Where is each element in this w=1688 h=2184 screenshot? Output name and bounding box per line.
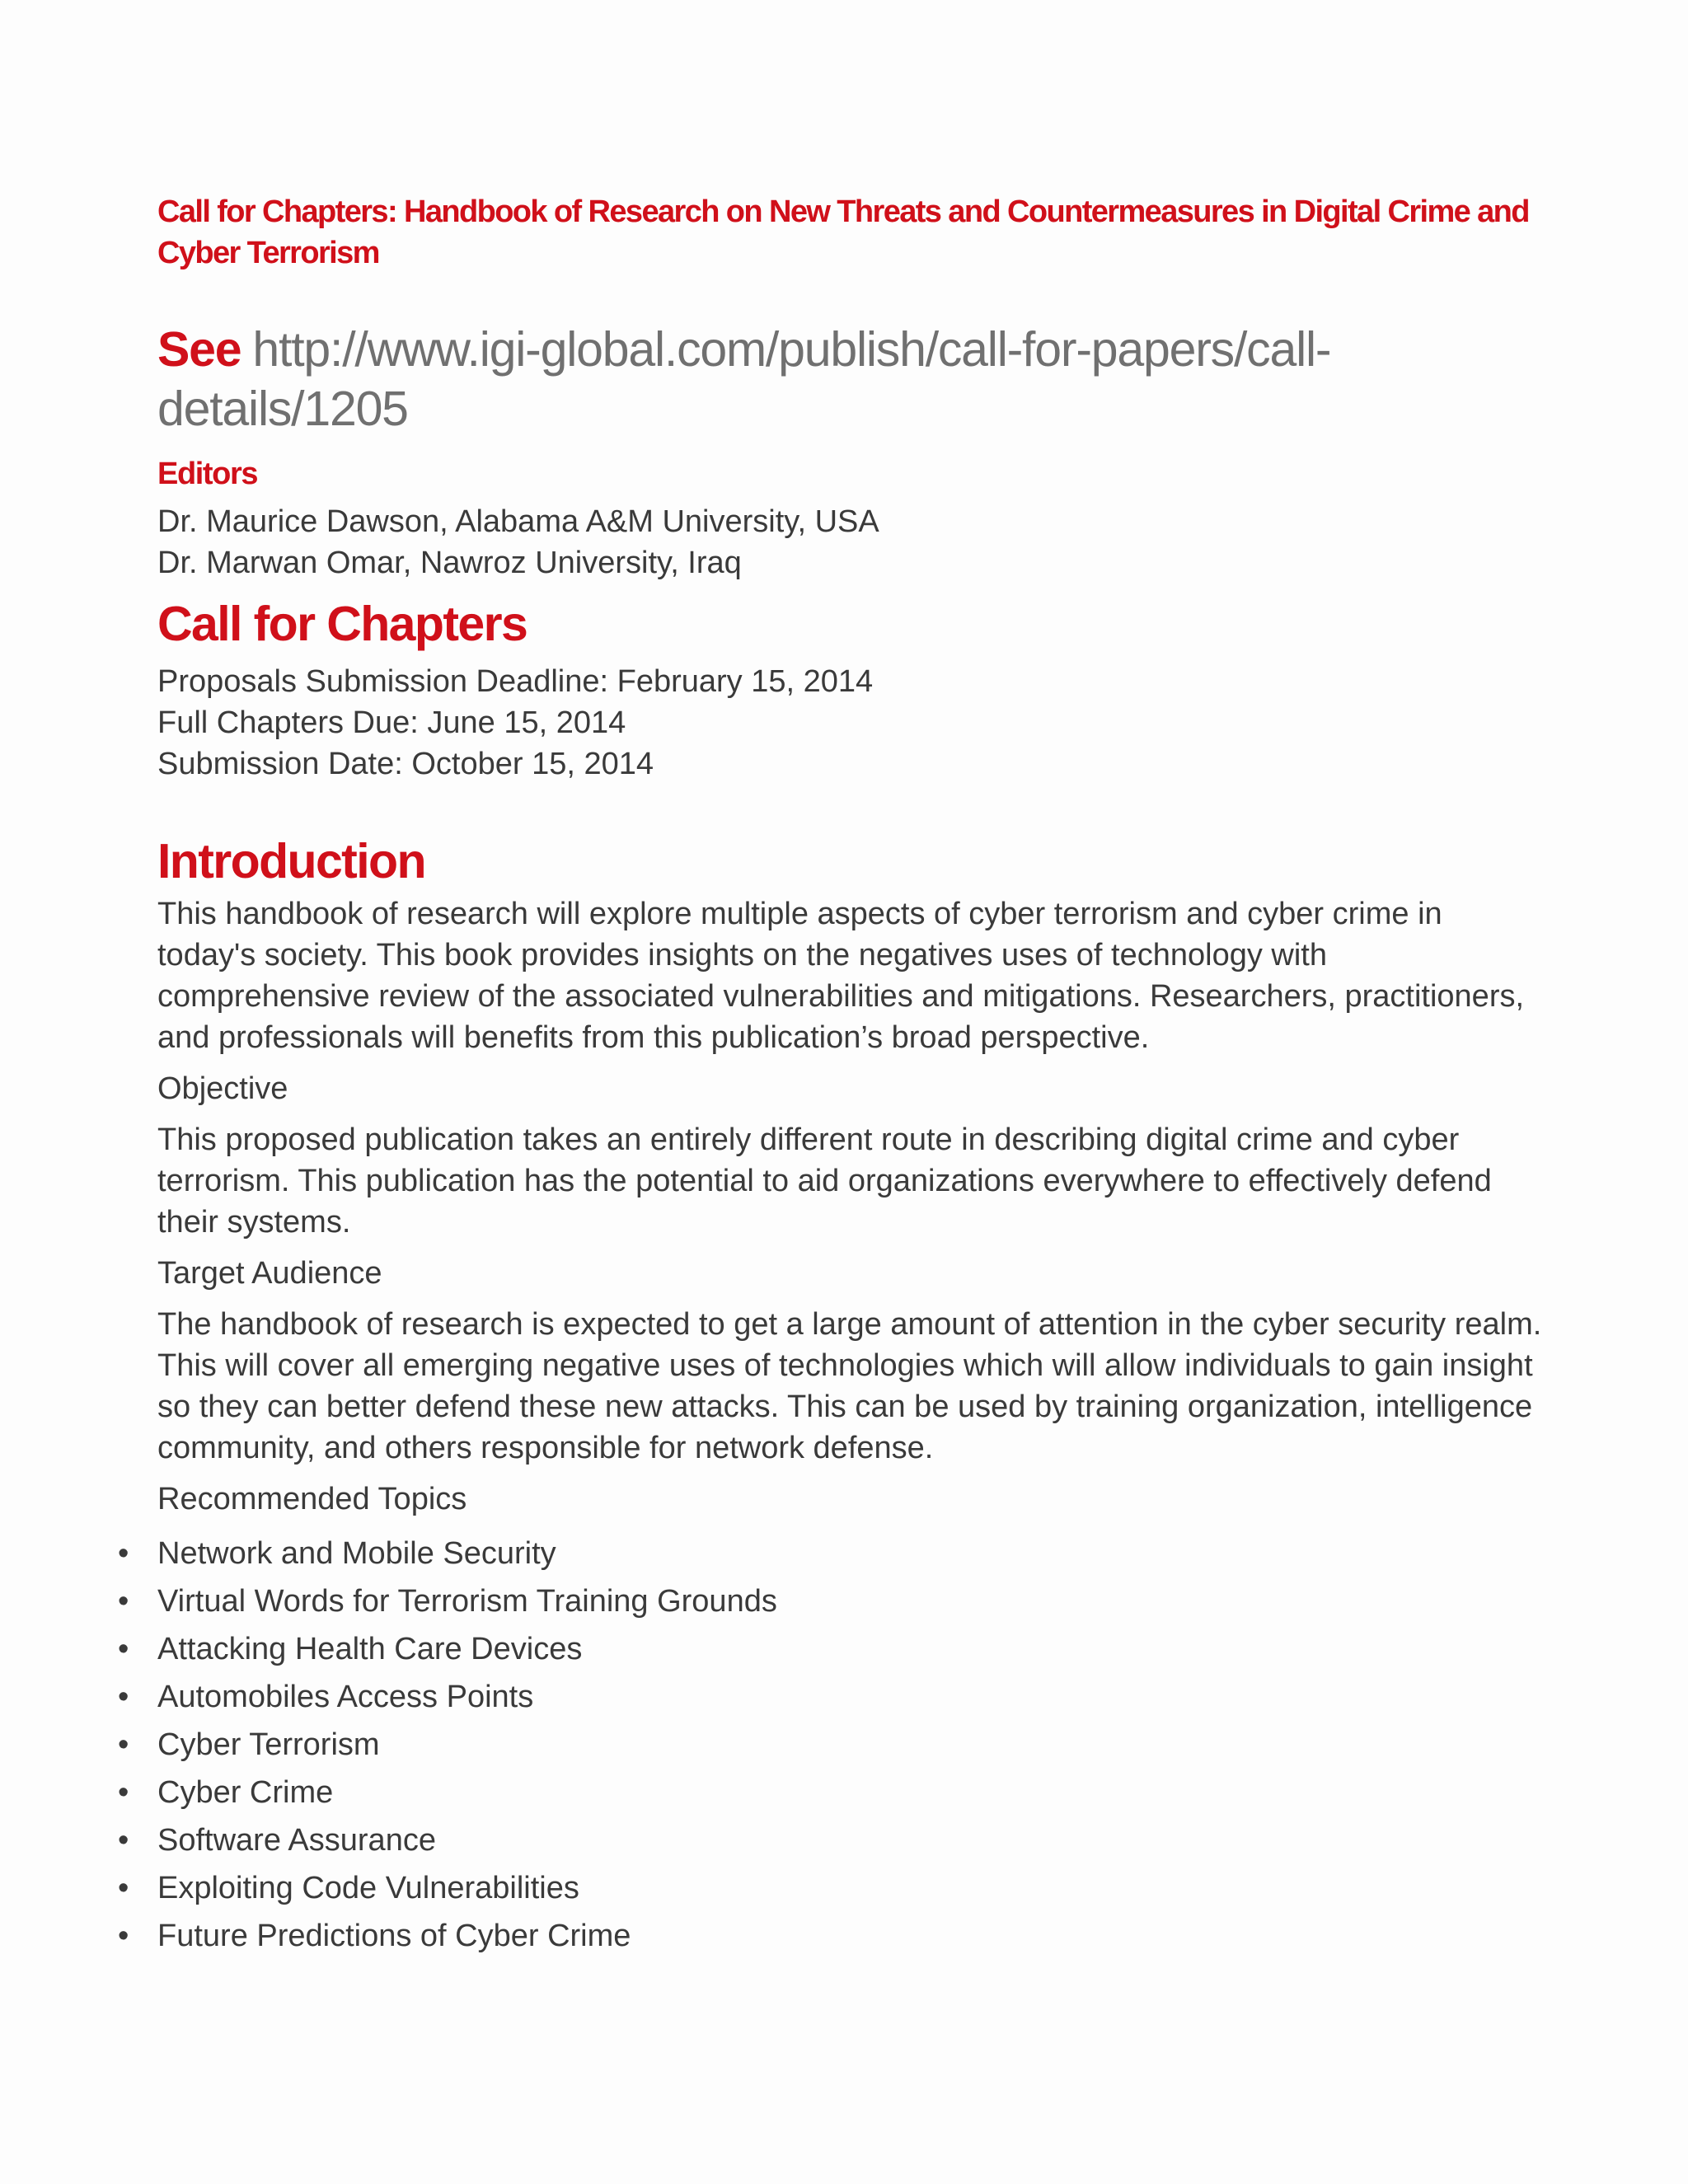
bullet-icon: • bbox=[118, 1536, 129, 1571]
date-line: Proposals Submission Deadline: February 15, 2014 bbox=[157, 664, 874, 699]
topic-label: Automobiles Access Points bbox=[157, 1680, 534, 1714]
see-line bbox=[157, 320, 1542, 438]
objective-label: Objective bbox=[157, 1071, 288, 1106]
introduction-paragraph: This handbook of research will explore multiple aspects of cyber terrorism and cyber crime in today's society. This book provides insights on the negatives uses of technology with comprehensive review of the associated vulnerabilities and mitigations. Researchers, practitioners, and professionals will benefits from this publication’s broad perspective. bbox=[157, 897, 1525, 1055]
list-item bbox=[118, 1625, 1542, 1673]
target-audience-label: Target Audience bbox=[157, 1256, 382, 1291]
introduction-heading: Introduction bbox=[157, 834, 425, 888]
document-content bbox=[118, 191, 1542, 1960]
topic-label: Virtual Words for Terrorism Training Grounds bbox=[157, 1584, 777, 1619]
document-title: Call for Chapters: Handbook of Research on New Threats and Countermeasures in Digital Crime and Cyber Terrorism bbox=[157, 194, 1529, 270]
editors-label: Editors bbox=[157, 457, 258, 491]
editor-line: Dr. Maurice Dawson, Alabama A&M University, USA bbox=[157, 504, 879, 539]
list-item bbox=[118, 1577, 1542, 1625]
bullet-icon: • bbox=[118, 1775, 129, 1810]
topics-list bbox=[118, 1530, 1542, 1960]
bullet-icon: • bbox=[118, 1680, 129, 1714]
bullet-icon: • bbox=[118, 1823, 129, 1858]
bullet-icon: • bbox=[118, 1632, 129, 1666]
bullet-icon: • bbox=[118, 1584, 129, 1619]
editor-line: Dr. Marwan Omar, Nawroz University, Iraq bbox=[157, 546, 742, 580]
topic-label: Network and Mobile Security bbox=[157, 1536, 556, 1571]
list-item bbox=[118, 1721, 1542, 1769]
list-item bbox=[118, 1816, 1542, 1864]
topic-label: Attacking Health Care Devices bbox=[157, 1632, 583, 1666]
list-item bbox=[118, 1673, 1542, 1721]
editors-list bbox=[157, 501, 1542, 583]
objective-paragraph: This proposed publication takes an entirely different route in describing digital crime and cyber terrorism. This publication has the potential to aid organizations everywhere to effectively defend their systems. bbox=[157, 1122, 1492, 1240]
bullet-icon: • bbox=[118, 1871, 129, 1905]
list-item bbox=[118, 1530, 1542, 1577]
list-item bbox=[118, 1769, 1542, 1816]
topic-label: Cyber Terrorism bbox=[157, 1727, 380, 1762]
list-item bbox=[118, 1864, 1542, 1912]
date-line: Submission Date: October 15, 2014 bbox=[157, 747, 654, 781]
target-audience-paragraph: The handbook of research is expected to get a large amount of attention in the cyber security realm. This will cover all emerging negative uses of technologies which will allow individuals to gain insight so they can better defend these new attacks. This can be used by training organization, intelligence community, and others responsible for network defense. bbox=[157, 1307, 1542, 1465]
date-line: Full Chapters Due: June 15, 2014 bbox=[157, 705, 626, 740]
call-for-chapters-heading: Call for Chapters bbox=[157, 597, 528, 651]
topic-label: Software Assurance bbox=[157, 1823, 436, 1858]
topic-label: Exploiting Code Vulnerabilities bbox=[157, 1871, 579, 1905]
bullet-icon: • bbox=[118, 1919, 129, 1953]
list-item bbox=[118, 1912, 1542, 1960]
dates-list bbox=[157, 661, 1542, 785]
see-label: See bbox=[157, 322, 241, 377]
bullet-icon: • bbox=[118, 1727, 129, 1762]
topic-label: Future Predictions of Cyber Crime bbox=[157, 1919, 631, 1953]
topic-label: Cyber Crime bbox=[157, 1775, 334, 1810]
call-details-link[interactable]: http://www.igi-global.com/publish/call-for-papers/call-details/1205 bbox=[157, 322, 1331, 436]
recommended-topics-label: Recommended Topics bbox=[157, 1482, 467, 1516]
